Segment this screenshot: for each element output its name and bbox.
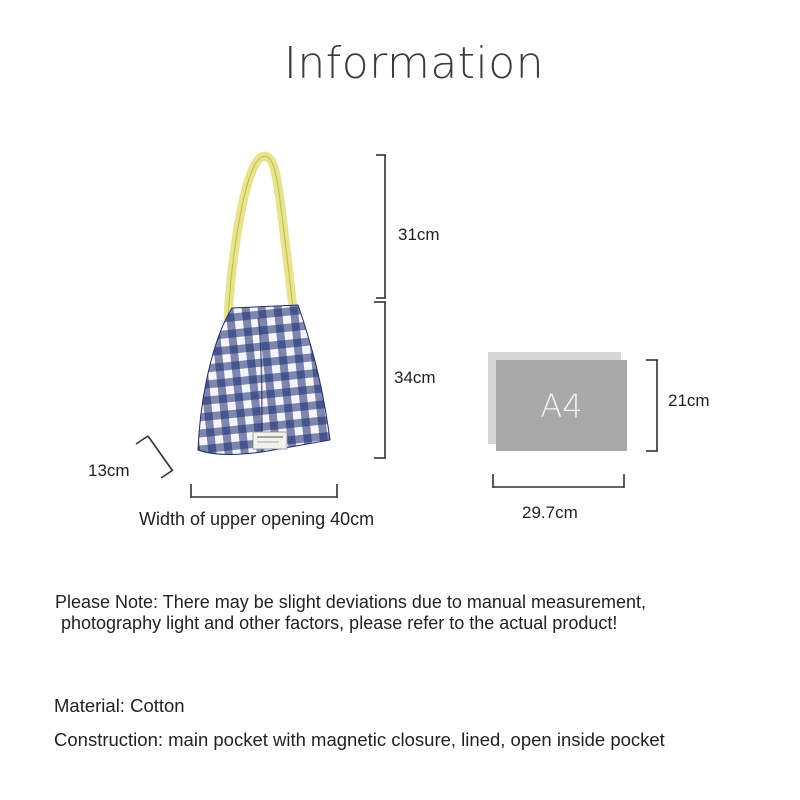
note-line-1: Please Note: There may be slight deviations due to manual measurement, [55,592,646,612]
construction-spec: Construction: main pocket with magnetic closure, lined, open inside pocket [54,729,665,750]
bag-height-label: 34cm [394,368,436,387]
page-title: Information [283,38,545,89]
a4-height-label: 21cm [668,391,710,410]
measurement-note [55,592,775,634]
width-bracket [191,484,337,498]
material-spec: Material: Cotton [54,695,185,716]
a4-label: A4 [540,387,583,425]
handle-height-label: 31cm [398,225,440,244]
a4-height-bracket [646,360,658,451]
note-line-2: photography light and other factors, please refer to the actual product! [61,613,618,633]
width-caption: Width of upper opening 40cm [139,509,375,529]
a4-width-bracket [493,474,624,488]
bag-label-patch [253,432,287,449]
depth-label: 13cm [88,461,130,480]
bag-height-bracket [374,302,386,458]
handle-height-bracket [376,155,386,298]
a4-width-label: 29.7cm [522,503,578,522]
depth-bracket [136,436,173,478]
